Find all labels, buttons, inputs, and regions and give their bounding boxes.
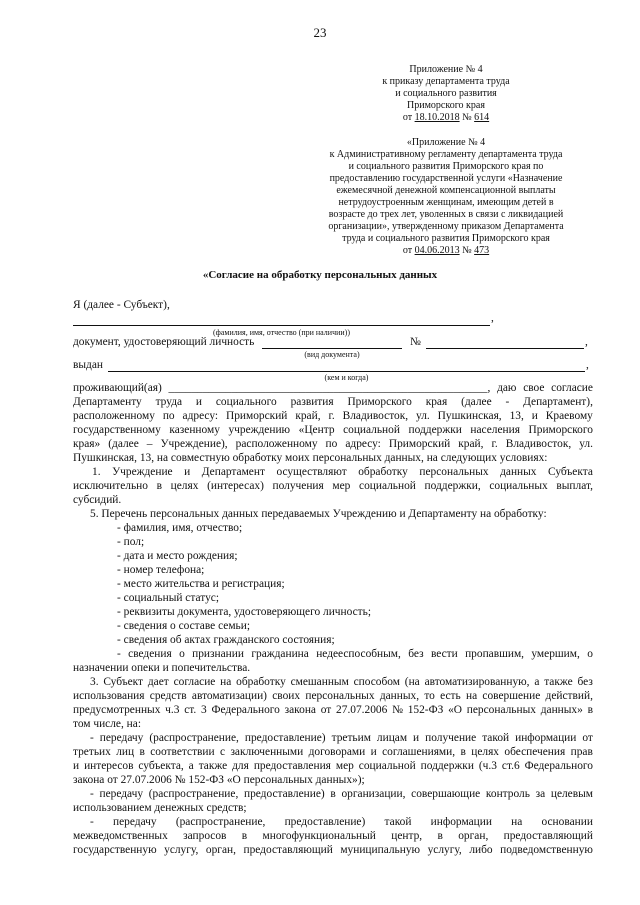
appendix-header-date-line (310, 112, 582, 124)
appendix-block-line: и социального развития Приморского края по (348, 161, 544, 172)
line-word: государственную (73, 844, 157, 856)
line-word: для (232, 760, 249, 772)
line-word: - (505, 396, 510, 408)
regulation-number: 473 (474, 245, 490, 256)
line-word: действий, (545, 690, 593, 702)
line-word: в (587, 704, 593, 716)
line-word: соответствии (150, 746, 215, 758)
line-word: социального (215, 396, 277, 408)
line-word: г. (491, 438, 498, 450)
appendix-header-line: к приказу департамента труда (382, 76, 510, 87)
line-word: Приморский (225, 410, 288, 422)
line-word: от (582, 732, 593, 744)
issued-caption: (кем и когда) (324, 373, 369, 382)
line-word: (распространение, (149, 732, 239, 744)
list-item: - дата и место рождения; (117, 550, 238, 562)
line-word: 13, (509, 410, 524, 422)
text-line (73, 829, 593, 843)
line-word: Департаменту (73, 396, 142, 408)
line-word: (ч.3 (478, 760, 497, 772)
appendix-block-line: организации», утвержденному приказом Департамента (328, 221, 564, 232)
line-word: данных (500, 466, 537, 478)
line-word: адресу: (182, 410, 219, 422)
line-word: на (465, 690, 478, 702)
subject-label: Я (далее - Субъект), (73, 299, 170, 311)
line-word: поддержки (420, 760, 474, 772)
line-word: казенному (169, 424, 220, 436)
line-word: информации (430, 816, 492, 828)
line-word: на (220, 676, 232, 688)
line-word: мер (335, 760, 354, 772)
text-line: том числе, на: (73, 718, 141, 730)
text-line (117, 647, 593, 661)
fio-input[interactable] (73, 325, 490, 326)
line-word: есть (440, 690, 461, 702)
line-word: населения (470, 424, 520, 436)
line-word: сведения (128, 648, 172, 660)
date-prefix: от (402, 245, 413, 256)
appendix-block-line: к Административному регламенту департамента труда (329, 149, 563, 160)
line-word: орган, (458, 830, 489, 842)
line-word: орган, (205, 844, 236, 856)
line-word: запросов (183, 830, 227, 842)
appendix-block-line: ежемесячной денежной компенсационной выплаты (336, 185, 556, 196)
line-word: ул. (579, 438, 593, 450)
line-word: край, (295, 410, 321, 422)
line-word: передачу (113, 816, 157, 828)
line-word: выплат, (556, 480, 593, 492)
line-word: край, (458, 438, 484, 450)
line-word: использования (73, 690, 145, 702)
line-word: «О (448, 704, 462, 716)
line-word: Федерального (524, 760, 593, 772)
line-word: за (535, 788, 546, 800)
line-word: смешанным (290, 676, 349, 688)
line-word: лиц (116, 746, 135, 758)
line-word: и (73, 760, 80, 772)
line-word: организации, (341, 788, 406, 800)
line-word: 3. (90, 676, 99, 688)
doc-number-sign: № (410, 336, 421, 348)
line-word: предоставление) (244, 732, 326, 744)
line-word: а (188, 760, 194, 772)
line-word: ст. (184, 704, 197, 716)
appendix-block-date-line (310, 245, 582, 257)
line-word: передачу (99, 788, 144, 800)
line-word: социальных (489, 480, 548, 492)
line-word: (далее (461, 396, 492, 408)
line-word: от (320, 704, 332, 716)
text-line (90, 675, 593, 689)
line-word: и (413, 732, 420, 744)
line-word: способом (353, 676, 400, 688)
text-line: субсидий. (73, 494, 122, 506)
text-line: использованием денежных средств; (73, 802, 247, 814)
line-word: умершим, (531, 648, 580, 660)
text-line (73, 423, 593, 437)
line-word: своих (272, 690, 301, 702)
line-word: ул. (416, 410, 430, 422)
text-line: Пушкинская, 13, на совместную обработку моих персональных данных, на следующих условиях: (73, 452, 548, 464)
line-word: свое (523, 382, 545, 394)
doc-type-input[interactable] (262, 348, 402, 349)
line-word: также (198, 760, 228, 772)
line-word: в (156, 480, 163, 492)
line-word: недееспособным, (316, 648, 401, 660)
line-word: труда (155, 396, 183, 408)
list-item: - пол; (117, 536, 145, 548)
issued-label: выдан (73, 359, 103, 371)
text-line (73, 689, 593, 703)
line-word: (далее (108, 438, 139, 450)
list-item: - фамилия, имя, отчество; (117, 522, 243, 534)
line-word: в (437, 830, 443, 842)
line-word: «Центр (298, 424, 335, 436)
number-sign: № (462, 112, 472, 123)
text-line (90, 731, 593, 745)
line-word: также (544, 676, 573, 688)
line-word: муниципальную (340, 844, 421, 856)
text-line (73, 745, 593, 759)
line-word: межведомственных (73, 830, 168, 842)
line-word: (на (404, 676, 420, 688)
line-word: с (220, 746, 226, 758)
appendix-header-line: Приморского края (407, 100, 485, 111)
text-line (90, 787, 593, 801)
appendix-header-line: и социального развития (395, 88, 497, 99)
line-word: по (325, 438, 338, 450)
line-word: обработку (358, 466, 408, 478)
line-word: - (90, 788, 94, 800)
line-word: центр, (391, 830, 423, 842)
list-item: - сведения об актах гражданского состояния; (117, 634, 335, 646)
line-word: многофункциональный (262, 830, 376, 842)
line-word: исключительно (73, 480, 148, 492)
line-word: заключенными (230, 746, 304, 758)
line-word: 3 (201, 704, 207, 716)
line-word: согласие (173, 676, 216, 688)
line-word: обработку (236, 676, 286, 688)
order-number: 614 (474, 112, 490, 123)
line-word: социальной (359, 480, 416, 492)
text-line (73, 381, 593, 395)
text-line: 5. Перечень персональных данных передаваемых Учреждению и Департаменту на обработку: (90, 508, 547, 520)
appendix-block-line: возрасте до трех лет, уволенных в связи с ликвидацией (328, 209, 564, 220)
line-word: Владивосток, (505, 438, 572, 450)
line-word: расположенному (235, 438, 318, 450)
text-line (73, 479, 593, 493)
comma: , (585, 336, 588, 348)
line-word: Департамент), (523, 396, 593, 408)
line-word: передачу (99, 732, 144, 744)
line-word: пропавшим, (465, 648, 525, 660)
comma: , (491, 312, 494, 324)
line-word: данных, (379, 690, 420, 702)
line-word: либо (469, 844, 493, 856)
appendix-header-line: Приложение № 4 (409, 64, 483, 75)
line-word: закона (284, 704, 316, 716)
text-line (73, 843, 593, 857)
line-word: предоставления (253, 760, 331, 772)
line-word: то (424, 690, 435, 702)
text-line (90, 815, 593, 829)
line-word: соглашениями, (382, 746, 456, 758)
line-word: третьим (331, 732, 371, 744)
line-word: данных» (540, 704, 583, 716)
line-word: государственному (73, 424, 161, 436)
line-word: персональных (305, 690, 375, 702)
line-word: лицам (376, 732, 408, 744)
line-word: края» (73, 438, 101, 450)
line-word: интересов (84, 760, 134, 772)
line-word: Учреждение), (160, 438, 228, 450)
line-word: услугу, (164, 844, 199, 856)
appendix-block-line: «Приложение № 4 (406, 137, 486, 148)
line-word: гражданина (251, 648, 309, 660)
line-word: даю (497, 382, 517, 394)
line-word: Пушкинская, (437, 410, 502, 422)
line-word: осуществляют (276, 466, 347, 478)
line-word: целях (170, 480, 199, 492)
line-word: а (534, 676, 540, 688)
line-word: – (146, 438, 153, 450)
line-word: прав (570, 746, 593, 758)
line-word: учреждению (228, 424, 291, 436)
line-word: мер (332, 480, 351, 492)
line-word: Краевому (545, 410, 593, 422)
line-word: предоставляющий (503, 830, 593, 842)
line-word: получения (272, 480, 324, 492)
line-word: развития (290, 396, 334, 408)
date-prefix: от (402, 112, 413, 123)
number-sign: № (462, 245, 472, 256)
text-line: назначении опеки и попечительства. (73, 662, 251, 674)
line-word: 1. (92, 466, 101, 478)
line-word: договорами (308, 746, 366, 758)
line-word: предоставление) (284, 816, 366, 828)
line-word: предоставление) (243, 788, 325, 800)
line-word: обеспечения (504, 746, 566, 758)
order-date: 18.10.2018 (414, 112, 460, 123)
line-word: (распространение, (175, 816, 266, 828)
line-word: без (577, 676, 593, 688)
line-word: ч.3 (165, 704, 180, 716)
line-word: в (139, 746, 145, 758)
list-item: - сведения о составе семьи; (117, 620, 250, 632)
line-word: - (117, 648, 121, 660)
appendix-block-line: труда и социального развития Приморского края (342, 233, 550, 244)
line-word: и (370, 746, 377, 758)
line-word: адресу: (345, 438, 381, 450)
line-word: информации (515, 732, 577, 744)
document-title: «Согласие на обработку персональных данных (202, 269, 438, 281)
line-word: вести (430, 648, 458, 660)
doc-label: документ, удостоверяющий личность (73, 336, 255, 348)
line-word: и (184, 466, 191, 478)
line-word: - (90, 732, 94, 744)
line-word: на (511, 816, 523, 828)
line-word: персональных (466, 704, 536, 716)
line-word: Приморский (388, 438, 451, 450)
text-line (73, 395, 593, 409)
address-blank[interactable]: ________________________________________________________, (168, 382, 491, 394)
line-word: ст.6 (501, 760, 520, 772)
line-word: поддержки (408, 424, 462, 436)
line-word: социальной (343, 424, 400, 436)
comma: , (586, 359, 589, 371)
appendix-block-line: предоставлению государственной услуги «Назначение (329, 173, 563, 184)
line-word: проживающий(ая) (73, 382, 162, 394)
text-line (73, 409, 593, 423)
line-word: и (195, 396, 203, 408)
line-word: подведомственную (500, 844, 593, 856)
text-line (73, 759, 593, 773)
line-word: третьих (73, 746, 111, 758)
line-word: № (392, 704, 403, 716)
line-word: г. (328, 410, 335, 422)
line-word: такой (482, 732, 510, 744)
line-word: 27.07.2006 (336, 704, 388, 716)
text-line (92, 465, 593, 479)
line-word: расположенному (73, 410, 155, 422)
line-word: Субъект (103, 676, 144, 688)
line-word: Федерального (211, 704, 280, 716)
list-item: - социальный статус; (117, 592, 219, 604)
line-word: автоматизации) (191, 690, 267, 702)
line-word: Приморского (347, 396, 412, 408)
line-word: по (162, 410, 175, 422)
text-line (73, 703, 593, 717)
line-word: Учреждение (112, 466, 173, 478)
line-word: услугу, (427, 844, 462, 856)
text-line: закона от 27.07.2006 № 152-ФЗ «О персональных данных»); (73, 774, 365, 786)
line-word: согласие (551, 382, 593, 394)
line-word: совершающие (411, 788, 481, 800)
line-word: в (241, 830, 248, 842)
line-word: Владивосток, (342, 410, 409, 422)
issued-input[interactable] (108, 371, 585, 372)
line-word: без (408, 648, 424, 660)
list-item: - место жительства и регистрация; (117, 578, 285, 590)
line-word: и (531, 410, 538, 422)
doc-number-input[interactable] (426, 348, 584, 349)
line-word: социальной (358, 760, 416, 772)
line-word: (распространение, (148, 788, 239, 800)
list-item: - номер телефона; (117, 564, 205, 576)
appendix-block-line: нетрудоустроенным женщинам, имеющим детей в (338, 197, 554, 208)
line-word: признании (192, 648, 244, 660)
line-word: о (587, 648, 593, 660)
line-word: основании (541, 816, 593, 828)
line-word: Приморского (528, 424, 593, 436)
line-word: такой (384, 816, 412, 828)
line-word: совершение (482, 690, 541, 702)
line-word: целевым (550, 788, 593, 800)
line-word: предусмотренных (73, 704, 161, 716)
line-word: поддержки, (424, 480, 481, 492)
line-word: персональных (419, 466, 489, 478)
line-word: средств (149, 690, 187, 702)
line-word: края (425, 396, 448, 408)
fio-caption: (фамилия, имя, отчество (при наличии)) (213, 328, 350, 337)
line-word: о (179, 648, 185, 660)
line-word: контроль (485, 788, 530, 800)
line-word: автоматизированную, (424, 676, 530, 688)
page-number: 23 (313, 25, 327, 40)
list-item: - реквизиты документа, удостоверяющего личность; (117, 606, 371, 618)
line-word: (интересах) (207, 480, 264, 492)
line-word: дает (147, 676, 169, 688)
line-word: 152-ФЗ (407, 704, 444, 716)
regulation-date: 04.06.2013 (414, 245, 460, 256)
line-word: предоставляющий (243, 844, 333, 856)
line-word: в (460, 746, 466, 758)
line-word: субъекта, (138, 760, 184, 772)
text-line (73, 437, 593, 451)
line-word: - (90, 816, 94, 828)
line-word: в (330, 788, 336, 800)
line-word: Департамент (201, 466, 265, 478)
doc-caption: (вид документа) (304, 350, 360, 359)
line-word: получение (425, 732, 477, 744)
line-word: целях (471, 746, 500, 758)
line-word: Субъекта (548, 466, 593, 478)
